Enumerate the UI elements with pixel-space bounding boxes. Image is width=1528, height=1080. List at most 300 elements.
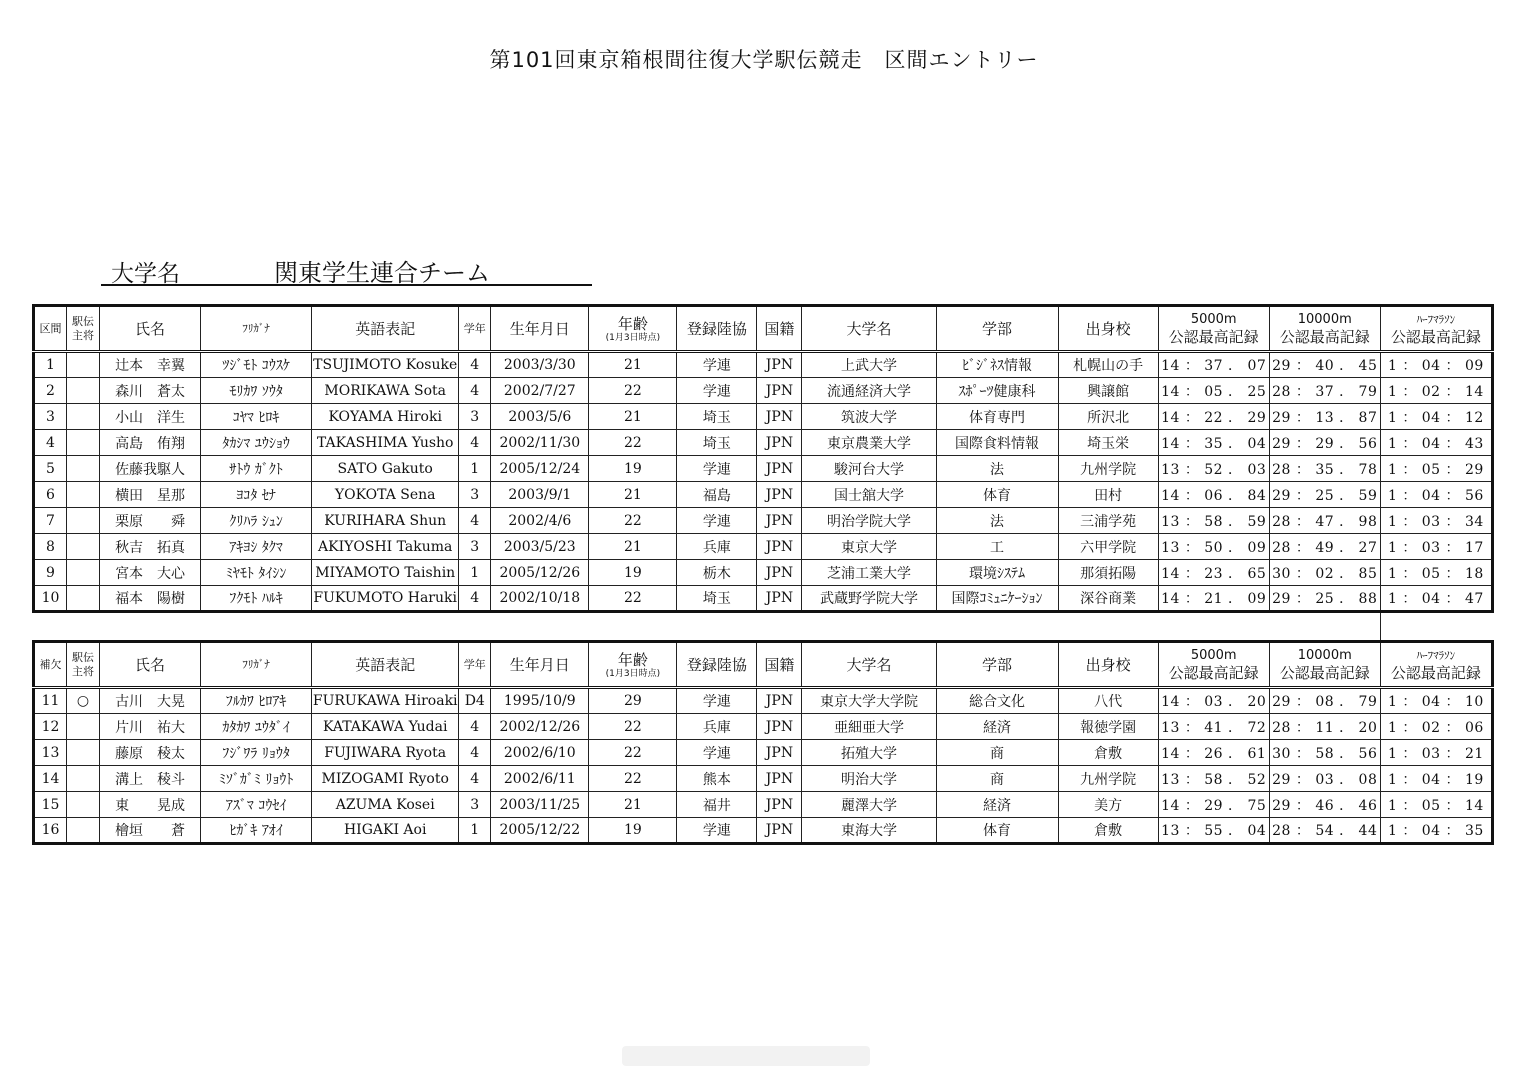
table-row [34, 740, 1493, 766]
cell-half: 1 ： 05 ： 29 [1380, 456, 1492, 482]
cell-name: 東 晃成 [100, 792, 201, 818]
cell-school: 深谷商業 [1058, 586, 1158, 612]
cell-5000m: 14 ： 03 ． 20 [1158, 688, 1269, 714]
cell-grade: 3 [459, 404, 491, 430]
cell-faculty: ﾋﾞｼﾞﾈｽ情報 [936, 352, 1058, 378]
cell-nation: JPN [757, 534, 802, 560]
reserve-runner-rows [34, 688, 1493, 844]
cell-school: 報徳学園 [1058, 714, 1158, 740]
cell-age: 21 [589, 404, 677, 430]
cell-10000m: 28 ： 47 ． 98 [1269, 508, 1380, 534]
cell-nation: JPN [757, 818, 802, 844]
cell-age: 22 [589, 714, 677, 740]
cell-univ: 亜細亜大学 [802, 714, 936, 740]
cell-univ: 拓殖大学 [802, 740, 936, 766]
cell-captain [67, 508, 100, 534]
cell-5000m: 14 ： 23 ． 65 [1158, 560, 1269, 586]
header-text: 公認最高記録 [1168, 663, 1259, 682]
cell-half: 1 ： 03 ： 34 [1380, 508, 1492, 534]
cell-name: 佐藤我駆人 [100, 456, 201, 482]
header-text: 駅伝 [72, 650, 95, 664]
cell-captain [67, 456, 100, 482]
cell-furigana: ﾌｼﾞﾜﾗ ﾘｮｳﾀ [201, 740, 312, 766]
col-nation: 国籍 [757, 306, 802, 352]
cell-english: KURIHARA Shun [312, 508, 459, 534]
cell-school: 九州学院 [1058, 456, 1158, 482]
col-univ: 大学名 [802, 306, 936, 352]
cell-age: 21 [589, 352, 677, 378]
table-row [34, 818, 1493, 844]
cell-captain [67, 740, 100, 766]
cell-univ: 麗澤大学 [802, 792, 936, 818]
cell-school: 美方 [1058, 792, 1158, 818]
header-text: 公認最高記録 [1390, 327, 1481, 346]
cell-age: 19 [589, 456, 677, 482]
col-half-marathon [1380, 306, 1492, 352]
table-row [34, 792, 1493, 818]
cell-furigana: ｻﾄｳ ｶﾞｸﾄ [201, 456, 312, 482]
col-grade: 学年 [459, 642, 491, 688]
cell-school: 九州学院 [1058, 766, 1158, 792]
cell-name: 森川 蒼太 [100, 378, 201, 404]
table-row [34, 482, 1493, 508]
cell-furigana: ﾐｿﾞｶﾞﾐ ﾘｮｳﾄ [201, 766, 312, 792]
cell-half: 1 ： 05 ： 18 [1380, 560, 1492, 586]
table-gap-line [1380, 613, 1381, 641]
cell-no: 2 [34, 378, 67, 404]
cell-nation: JPN [757, 740, 802, 766]
cell-5000m: 14 ： 06 ． 84 [1158, 482, 1269, 508]
header-text: 5000m [1190, 647, 1237, 663]
table-row [34, 508, 1493, 534]
cell-furigana: ﾓﾘｶﾜ ｿｳﾀ [201, 378, 312, 404]
cell-grade: 3 [459, 534, 491, 560]
cell-birth: 2002/7/27 [491, 378, 589, 404]
cell-faculty: 体育専門 [936, 404, 1058, 430]
cell-assoc: 栃木 [677, 560, 757, 586]
cell-half: 1 ： 05 ： 14 [1380, 792, 1492, 818]
cell-name: 小山 洋生 [100, 404, 201, 430]
cell-5000m: 13 ： 58 ． 59 [1158, 508, 1269, 534]
cell-faculty: 経済 [936, 714, 1058, 740]
cell-birth: 2002/6/11 [491, 766, 589, 792]
cell-birth: 2003/5/23 [491, 534, 589, 560]
header-text: 公認最高記録 [1279, 327, 1370, 346]
col-5000m [1158, 642, 1269, 688]
cell-assoc: 福井 [677, 792, 757, 818]
cell-5000m: 13 ： 55 ． 04 [1158, 818, 1269, 844]
cell-furigana: ｱｽﾞﾏ ｺｳｾｲ [201, 792, 312, 818]
cell-grade: 3 [459, 792, 491, 818]
cell-10000m: 29 ： 40 ． 45 [1269, 352, 1380, 378]
cell-grade: 1 [459, 560, 491, 586]
cell-school: 六甲学院 [1058, 534, 1158, 560]
table-row [34, 456, 1493, 482]
cell-assoc: 埼玉 [677, 586, 757, 612]
cell-grade: D4 [459, 688, 491, 714]
cell-no: 5 [34, 456, 67, 482]
cell-school: 那須拓陽 [1058, 560, 1158, 586]
header-text: 10000m [1297, 647, 1352, 663]
table-header-row [34, 306, 1493, 352]
cell-half: 1 ： 04 ： 56 [1380, 482, 1492, 508]
col-assoc: 登録陸協 [677, 642, 757, 688]
cell-school: 倉敷 [1058, 818, 1158, 844]
cell-5000m: 13 ： 41 ． 72 [1158, 714, 1269, 740]
cell-name: 檜垣 蒼 [100, 818, 201, 844]
cell-univ: 芝浦工業大学 [802, 560, 936, 586]
cell-age: 22 [589, 378, 677, 404]
cell-birth: 2003/9/1 [491, 482, 589, 508]
cell-assoc: 福島 [677, 482, 757, 508]
cell-univ: 上武大学 [802, 352, 936, 378]
cell-univ: 流通経済大学 [802, 378, 936, 404]
reserve-entry-table [32, 640, 1494, 845]
header-text: 5000m [1190, 311, 1237, 327]
cell-univ: 武蔵野学院大学 [802, 586, 936, 612]
cell-faculty: 経済 [936, 792, 1058, 818]
header-text: 10000m [1297, 311, 1352, 327]
cell-name: 秋吉 拓真 [100, 534, 201, 560]
cell-assoc: 兵庫 [677, 714, 757, 740]
cell-english: YOKOTA Sena [312, 482, 459, 508]
cell-faculty: 法 [936, 456, 1058, 482]
cell-univ: 国士舘大学 [802, 482, 936, 508]
cell-half: 1 ： 03 ： 21 [1380, 740, 1492, 766]
col-english: 英語表記 [312, 642, 459, 688]
table-header-row [34, 642, 1493, 688]
cell-furigana: ﾌｸﾓﾄ ﾊﾙｷ [201, 586, 312, 612]
cell-univ: 東海大学 [802, 818, 936, 844]
header-text: 公認最高記録 [1390, 663, 1481, 682]
cell-faculty: ｽﾎﾟｰﾂ健康科 [936, 378, 1058, 404]
table-row [34, 714, 1493, 740]
cell-english: MIZOGAMI Ryoto [312, 766, 459, 792]
col-univ: 大学名 [802, 642, 936, 688]
cell-school: 三浦学苑 [1058, 508, 1158, 534]
cell-faculty: 商 [936, 766, 1058, 792]
cell-no: 9 [34, 560, 67, 586]
table-row [34, 378, 1493, 404]
cell-school: 所沢北 [1058, 404, 1158, 430]
col-age [589, 642, 677, 688]
cell-name: 横田 星那 [100, 482, 201, 508]
col-5000m [1158, 306, 1269, 352]
cell-furigana: ﾌﾙｶﾜ ﾋﾛｱｷ [201, 688, 312, 714]
cell-furigana: ﾀｶｼﾏ ﾕｳｼｮｳ [201, 430, 312, 456]
header-text: 年齢 [617, 650, 648, 669]
header-text: 主将 [72, 664, 95, 678]
col-reserve: 補欠 [34, 642, 67, 688]
table-row [34, 430, 1493, 456]
cell-captain [67, 534, 100, 560]
cell-english: KATAKAWA Yudai [312, 714, 459, 740]
cell-no: 16 [34, 818, 67, 844]
cell-half: 1 ： 04 ： 12 [1380, 404, 1492, 430]
cell-univ: 明治学院大学 [802, 508, 936, 534]
cell-nation: JPN [757, 766, 802, 792]
cell-english: AZUMA Kosei [312, 792, 459, 818]
cell-age: 19 [589, 818, 677, 844]
cell-nation: JPN [757, 456, 802, 482]
captain-mark: ○ [67, 688, 100, 714]
header-text: 公認最高記録 [1279, 663, 1370, 682]
cell-faculty: 商 [936, 740, 1058, 766]
watermark-strip [622, 1046, 870, 1066]
cell-half: 1 ： 04 ： 47 [1380, 586, 1492, 612]
table-row [34, 586, 1493, 612]
cell-10000m: 29 ： 13 ． 87 [1269, 404, 1380, 430]
cell-school: 札幌山の手 [1058, 352, 1158, 378]
cell-birth: 2002/11/30 [491, 430, 589, 456]
cell-10000m: 29 ： 08 ． 79 [1269, 688, 1380, 714]
cell-assoc: 埼玉 [677, 430, 757, 456]
col-hometown: 出身校 [1058, 642, 1158, 688]
cell-name: 片川 祐大 [100, 714, 201, 740]
header-text: 年齢 [617, 314, 648, 333]
cell-birth: 2005/12/22 [491, 818, 589, 844]
cell-nation: JPN [757, 482, 802, 508]
cell-no: 14 [34, 766, 67, 792]
cell-assoc: 学連 [677, 740, 757, 766]
cell-captain [67, 766, 100, 792]
cell-age: 22 [589, 586, 677, 612]
cell-furigana: ﾋｶﾞｷ ｱｵｲ [201, 818, 312, 844]
cell-5000m: 14 ： 26 ． 61 [1158, 740, 1269, 766]
cell-english: FURUKAWA Hiroaki [312, 688, 459, 714]
cell-grade: 4 [459, 766, 491, 792]
table-row [34, 766, 1493, 792]
cell-english: SATO Gakuto [312, 456, 459, 482]
cell-half: 1 ： 03 ： 17 [1380, 534, 1492, 560]
cell-no: 13 [34, 740, 67, 766]
cell-english: FUJIWARA Ryota [312, 740, 459, 766]
section-entry-table [32, 304, 1494, 613]
cell-no: 10 [34, 586, 67, 612]
cell-faculty: 法 [936, 508, 1058, 534]
table-row [34, 534, 1493, 560]
cell-no: 4 [34, 430, 67, 456]
col-half-marathon [1380, 642, 1492, 688]
table-row [34, 352, 1493, 378]
cell-no: 7 [34, 508, 67, 534]
cell-captain [67, 430, 100, 456]
cell-name: 福本 陽樹 [100, 586, 201, 612]
cell-name: 宮本 大心 [100, 560, 201, 586]
cell-grade: 4 [459, 714, 491, 740]
university-name: 関東学生連合チーム [274, 259, 490, 287]
header-text: ﾊｰﾌﾏﾗｿﾝ [1416, 312, 1456, 326]
cell-birth: 2003/3/30 [491, 352, 589, 378]
cell-10000m: 29 ： 25 ． 59 [1269, 482, 1380, 508]
cell-name: 溝上 稜斗 [100, 766, 201, 792]
cell-no: 8 [34, 534, 67, 560]
cell-5000m: 14 ： 29 ． 75 [1158, 792, 1269, 818]
cell-half: 1 ： 02 ： 14 [1380, 378, 1492, 404]
col-hometown: 出身校 [1058, 306, 1158, 352]
cell-grade: 4 [459, 430, 491, 456]
cell-english: TAKASHIMA Yusho [312, 430, 459, 456]
cell-half: 1 ： 04 ： 19 [1380, 766, 1492, 792]
table-row [34, 404, 1493, 430]
cell-nation: JPN [757, 586, 802, 612]
cell-no: 15 [34, 792, 67, 818]
page-title: 第101回東京箱根間往復大学駅伝競走 区間エントリー [489, 48, 1039, 72]
cell-furigana: ﾖｺﾀ ｾﾅ [201, 482, 312, 508]
cell-birth: 2002/4/6 [491, 508, 589, 534]
cell-name: 古川 大晃 [100, 688, 201, 714]
cell-grade: 1 [459, 818, 491, 844]
cell-name: 高島 侑翔 [100, 430, 201, 456]
cell-5000m: 13 ： 50 ． 09 [1158, 534, 1269, 560]
col-grade: 学年 [459, 306, 491, 352]
cell-captain [67, 560, 100, 586]
cell-half: 1 ： 04 ： 10 [1380, 688, 1492, 714]
cell-school: 田村 [1058, 482, 1158, 508]
cell-captain [67, 352, 100, 378]
cell-univ: 東京大学大学院 [802, 688, 936, 714]
col-assoc: 登録陸協 [677, 306, 757, 352]
cell-captain [67, 378, 100, 404]
cell-furigana: ｶﾀｶﾜ ﾕｳﾀﾞｲ [201, 714, 312, 740]
cell-captain [67, 818, 100, 844]
header-text: ﾊｰﾌﾏﾗｿﾝ [1416, 648, 1456, 662]
cell-furigana: ﾂｼﾞﾓﾄ ｺｳｽｹ [201, 352, 312, 378]
cell-5000m: 14 ： 35 ． 04 [1158, 430, 1269, 456]
cell-school: 埼玉栄 [1058, 430, 1158, 456]
cell-10000m: 28 ： 11 ． 20 [1269, 714, 1380, 740]
cell-no: 1 [34, 352, 67, 378]
col-name: 氏名 [100, 642, 201, 688]
cell-assoc: 埼玉 [677, 404, 757, 430]
col-furigana: ﾌﾘｶﾞﾅ [201, 306, 312, 352]
col-captain [67, 306, 100, 352]
cell-furigana: ｸﾘﾊﾗ ｼｭﾝ [201, 508, 312, 534]
cell-age: 22 [589, 766, 677, 792]
cell-english: AKIYOSHI Takuma [312, 534, 459, 560]
cell-univ: 東京農業大学 [802, 430, 936, 456]
cell-5000m: 14 ： 21 ． 09 [1158, 586, 1269, 612]
cell-5000m: 14 ： 22 ． 29 [1158, 404, 1269, 430]
cell-assoc: 学連 [677, 456, 757, 482]
cell-captain [67, 714, 100, 740]
cell-nation: JPN [757, 560, 802, 586]
header-text: (1月3日時点) [605, 332, 661, 343]
col-english: 英語表記 [312, 306, 459, 352]
cell-assoc: 学連 [677, 818, 757, 844]
cell-univ: 駿河台大学 [802, 456, 936, 482]
cell-half: 1 ： 04 ： 43 [1380, 430, 1492, 456]
cell-english: FUKUMOTO Haruki [312, 586, 459, 612]
cell-age: 21 [589, 792, 677, 818]
cell-no: 12 [34, 714, 67, 740]
cell-school: 倉敷 [1058, 740, 1158, 766]
cell-english: MORIKAWA Sota [312, 378, 459, 404]
cell-faculty: 工 [936, 534, 1058, 560]
cell-no: 11 [34, 688, 67, 714]
cell-faculty: 体育 [936, 482, 1058, 508]
cell-10000m: 28 ： 54 ． 44 [1269, 818, 1380, 844]
university-label: 大学名 [111, 261, 180, 287]
cell-10000m: 28 ： 49 ． 27 [1269, 534, 1380, 560]
cell-faculty: 体育 [936, 818, 1058, 844]
cell-nation: JPN [757, 352, 802, 378]
cell-english: KOYAMA Hiroki [312, 404, 459, 430]
cell-english: TSUJIMOTO Kosuke [312, 352, 459, 378]
cell-nation: JPN [757, 792, 802, 818]
cell-grade: 4 [459, 586, 491, 612]
cell-10000m: 28 ： 37 ． 79 [1269, 378, 1380, 404]
cell-nation: JPN [757, 688, 802, 714]
col-birth: 生年月日 [491, 306, 589, 352]
col-faculty: 学部 [936, 306, 1058, 352]
cell-assoc: 熊本 [677, 766, 757, 792]
cell-birth: 2002/6/10 [491, 740, 589, 766]
table-row [34, 560, 1493, 586]
cell-english: HIGAKI Aoi [312, 818, 459, 844]
cell-furigana: ｱｷﾖｼ ﾀｸﾏ [201, 534, 312, 560]
cell-furigana: ｺﾔﾏ ﾋﾛｷ [201, 404, 312, 430]
cell-nation: JPN [757, 378, 802, 404]
col-10000m [1269, 642, 1380, 688]
cell-grade: 4 [459, 740, 491, 766]
cell-name: 栗原 舜 [100, 508, 201, 534]
cell-nation: JPN [757, 404, 802, 430]
cell-age: 19 [589, 560, 677, 586]
col-age [589, 306, 677, 352]
cell-captain [67, 404, 100, 430]
cell-name: 辻本 幸翼 [100, 352, 201, 378]
cell-age: 21 [589, 482, 677, 508]
cell-nation: JPN [757, 714, 802, 740]
col-captain [67, 642, 100, 688]
cell-no: 6 [34, 482, 67, 508]
cell-captain [67, 586, 100, 612]
cell-grade: 4 [459, 378, 491, 404]
col-10000m [1269, 306, 1380, 352]
cell-faculty: 国際ｺﾐｭﾆｹｰｼｮﾝ [936, 586, 1058, 612]
cell-grade: 1 [459, 456, 491, 482]
cell-age: 22 [589, 430, 677, 456]
cell-captain [67, 792, 100, 818]
cell-univ: 明治大学 [802, 766, 936, 792]
cell-furigana: ﾐﾔﾓﾄ ﾀｲｼﾝ [201, 560, 312, 586]
cell-age: 22 [589, 508, 677, 534]
cell-captain [67, 482, 100, 508]
cell-half: 1 ： 04 ： 35 [1380, 818, 1492, 844]
col-furigana: ﾌﾘｶﾞﾅ [201, 642, 312, 688]
cell-name: 藤原 稜太 [100, 740, 201, 766]
cell-age: 29 [589, 688, 677, 714]
cell-10000m: 28 ： 35 ． 78 [1269, 456, 1380, 482]
table-row [34, 688, 1493, 714]
header-text: 主将 [72, 328, 95, 342]
cell-5000m: 14 ： 37 ． 07 [1158, 352, 1269, 378]
cell-5000m: 14 ： 05 ． 25 [1158, 378, 1269, 404]
cell-school: 興譲館 [1058, 378, 1158, 404]
cell-birth: 2002/10/18 [491, 586, 589, 612]
header-text: 駅伝 [72, 314, 95, 328]
cell-grade: 4 [459, 508, 491, 534]
col-name: 氏名 [100, 306, 201, 352]
cell-birth: 2005/12/26 [491, 560, 589, 586]
cell-birth: 2002/12/26 [491, 714, 589, 740]
cell-grade: 3 [459, 482, 491, 508]
cell-5000m: 13 ： 52 ． 03 [1158, 456, 1269, 482]
cell-assoc: 学連 [677, 508, 757, 534]
cell-faculty: 環境ｼｽﾃﾑ [936, 560, 1058, 586]
cell-half: 1 ： 04 ： 09 [1380, 352, 1492, 378]
